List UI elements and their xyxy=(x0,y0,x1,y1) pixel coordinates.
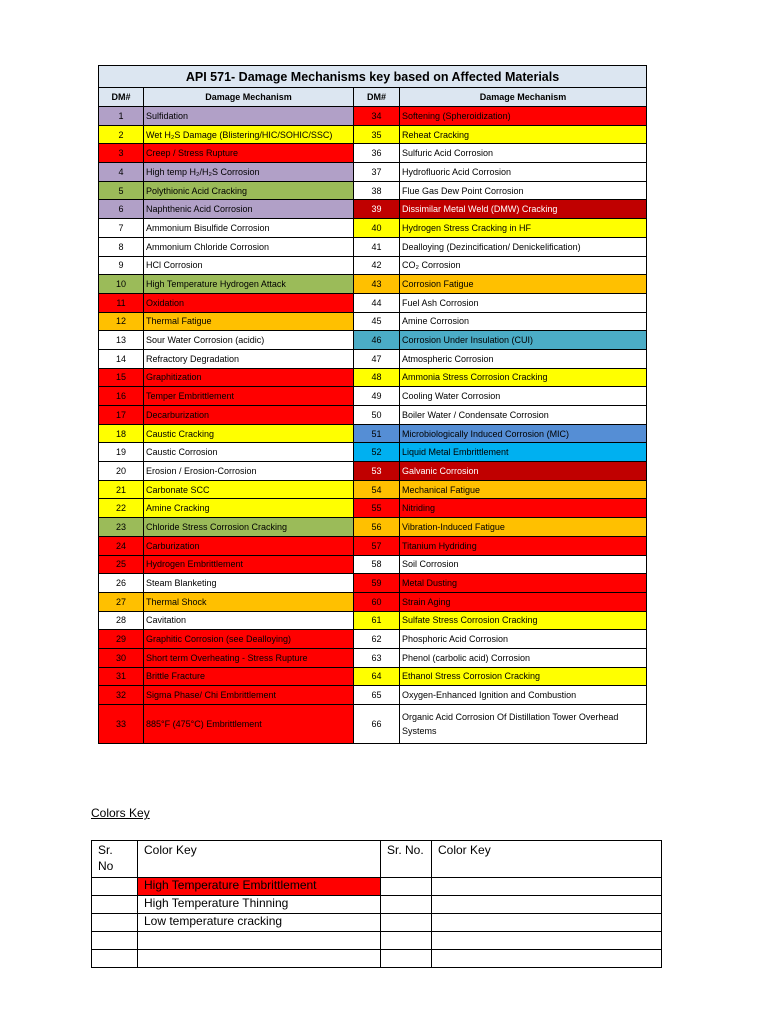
key-row xyxy=(92,950,662,968)
table-row xyxy=(99,200,647,219)
dm-mechanism: Brittle Fracture xyxy=(144,667,354,686)
dm-mechanism: Hydrogen Embrittlement xyxy=(144,555,354,574)
dm-mechanism: Softening (Spheroidization) xyxy=(400,107,647,126)
table-row xyxy=(99,107,647,126)
table-row xyxy=(99,555,647,574)
table-row xyxy=(99,312,647,331)
dm-mechanism: Steam Blanketing xyxy=(144,574,354,593)
key-cell xyxy=(432,914,662,932)
table-row xyxy=(99,237,647,256)
dm-mechanism: Flue Gas Dew Point Corrosion xyxy=(400,181,647,200)
table-row xyxy=(99,125,647,144)
dm-mechanism: Short term Overheating - Stress Rupture xyxy=(144,648,354,667)
color-key-label: High Temperature Thinning xyxy=(138,896,381,914)
table-row xyxy=(99,499,647,518)
dm-number: 34 xyxy=(354,107,400,126)
dm-mechanism: Refractory Degradation xyxy=(144,349,354,368)
dm-number: 46 xyxy=(354,331,400,350)
key-cell xyxy=(381,896,432,914)
dm-number: 21 xyxy=(99,480,144,499)
dm-mechanism: Polythionic Acid Cracking xyxy=(144,181,354,200)
dm-number: 62 xyxy=(354,630,400,649)
dm-mechanism: Carburization xyxy=(144,536,354,555)
key-cell xyxy=(432,950,662,968)
dm-number: 55 xyxy=(354,499,400,518)
key-header-sr-right: Sr. No. xyxy=(381,841,432,878)
table-row xyxy=(99,592,647,611)
dm-number: 14 xyxy=(99,349,144,368)
dm-number: 18 xyxy=(99,424,144,443)
table-row xyxy=(99,611,647,630)
column-header-dm-right: DM# xyxy=(354,88,400,107)
dm-mechanism: Microbiologically Induced Corrosion (MIC) xyxy=(400,424,647,443)
dm-number: 13 xyxy=(99,331,144,350)
dm-number: 39 xyxy=(354,200,400,219)
key-cell xyxy=(92,896,138,914)
dm-mechanism: Oxygen-Enhanced Ignition and Combustion xyxy=(400,686,647,705)
dm-mechanism: Ammonia Stress Corrosion Cracking xyxy=(400,368,647,387)
dm-number: 24 xyxy=(99,536,144,555)
color-key-label: Low temperature cracking xyxy=(138,914,381,932)
dm-mechanism: Decarburization xyxy=(144,406,354,425)
dm-mechanism: Amine Cracking xyxy=(144,499,354,518)
key-cell xyxy=(432,896,662,914)
dm-mechanism: Sigma Phase/ Chi Embrittlement xyxy=(144,686,354,705)
dm-number: 35 xyxy=(354,125,400,144)
table-row xyxy=(99,293,647,312)
dm-mechanism: Mechanical Fatigue xyxy=(400,480,647,499)
dm-number: 63 xyxy=(354,648,400,667)
dm-mechanism: Thermal Shock xyxy=(144,592,354,611)
dm-number: 42 xyxy=(354,256,400,275)
dm-mechanism: Reheat Cracking xyxy=(400,125,647,144)
dm-mechanism: Sulfate Stress Corrosion Cracking xyxy=(400,611,647,630)
dm-mechanism: Boiler Water / Condensate Corrosion xyxy=(400,406,647,425)
dm-mechanism: Carbonate SCC xyxy=(144,480,354,499)
key-cell xyxy=(92,950,138,968)
key-cell xyxy=(381,878,432,896)
dm-number: 53 xyxy=(354,462,400,481)
dm-mechanism: Galvanic Corrosion xyxy=(400,462,647,481)
key-cell xyxy=(92,914,138,932)
dm-mechanism: Ammonium Bisulfide Corrosion xyxy=(144,219,354,238)
dm-mechanism: Cooling Water Corrosion xyxy=(400,387,647,406)
dm-mechanism: Metal Dusting xyxy=(400,574,647,593)
dm-mechanism: Dealloying (Dezincification/ Denickelification) xyxy=(400,237,647,256)
colors-key-table xyxy=(91,840,662,968)
dm-number: 30 xyxy=(99,648,144,667)
dm-mechanism: Soil Corrosion xyxy=(400,555,647,574)
table-row xyxy=(99,518,647,537)
dm-mechanism: Dissimilar Metal Weld (DMW) Cracking xyxy=(400,200,647,219)
key-cell xyxy=(92,932,138,950)
colors-key-title: Colors Key xyxy=(91,806,150,820)
table-row xyxy=(99,349,647,368)
column-header-dm: DM# xyxy=(99,88,144,107)
dm-number: 23 xyxy=(99,518,144,537)
dm-number: 31 xyxy=(99,667,144,686)
dm-number: 25 xyxy=(99,555,144,574)
dm-number: 32 xyxy=(99,686,144,705)
dm-number: 3 xyxy=(99,144,144,163)
dm-mechanism: HCl Corrosion xyxy=(144,256,354,275)
table-title: API 571- Damage Mechanisms key based on Affected Materials xyxy=(99,66,647,88)
colors-key-body xyxy=(92,878,662,968)
dm-number: 41 xyxy=(354,237,400,256)
dm-number: 6 xyxy=(99,200,144,219)
table-row xyxy=(99,462,647,481)
dm-mechanism: Sulfuric Acid Corrosion xyxy=(400,144,647,163)
dm-number: 4 xyxy=(99,163,144,182)
dm-mechanism: Fuel Ash Corrosion xyxy=(400,293,647,312)
dm-number: 5 xyxy=(99,181,144,200)
dm-mechanism: Corrosion Fatigue xyxy=(400,275,647,294)
table-row xyxy=(99,331,647,350)
color-key-label xyxy=(138,932,381,950)
dm-mechanism: Sulfidation xyxy=(144,107,354,126)
dm-number: 11 xyxy=(99,293,144,312)
dm-number: 20 xyxy=(99,462,144,481)
dm-number: 12 xyxy=(99,312,144,331)
dm-number: 48 xyxy=(354,368,400,387)
dm-mechanism: Liquid Metal Embrittlement xyxy=(400,443,647,462)
key-cell xyxy=(92,878,138,896)
dm-number: 49 xyxy=(354,387,400,406)
dm-number: 51 xyxy=(354,424,400,443)
dm-number: 52 xyxy=(354,443,400,462)
table-row xyxy=(99,536,647,555)
key-cell xyxy=(381,950,432,968)
table-row xyxy=(99,387,647,406)
dm-number: 59 xyxy=(354,574,400,593)
key-cell xyxy=(381,914,432,932)
dm-mechanism: Ethanol Stress Corrosion Cracking xyxy=(400,667,647,686)
dm-number: 17 xyxy=(99,406,144,425)
dm-mechanism: CO₂ Corrosion xyxy=(400,256,647,275)
dm-number: 2 xyxy=(99,125,144,144)
dm-mechanism: High Temperature Hydrogen Attack xyxy=(144,275,354,294)
table-row xyxy=(99,144,647,163)
dm-mechanism: Hydrogen Stress Cracking in HF xyxy=(400,219,647,238)
dm-mechanism: Corrosion Under Insulation (CUI) xyxy=(400,331,647,350)
dm-number: 7 xyxy=(99,219,144,238)
dm-mechanism: Organic Acid Corrosion Of Distillation Tower Overhead Systems xyxy=(400,705,647,744)
key-header-sr: Sr. No xyxy=(92,841,138,878)
dm-number: 36 xyxy=(354,144,400,163)
dm-number: 56 xyxy=(354,518,400,537)
dm-number: 60 xyxy=(354,592,400,611)
dm-mechanism: Creep / Stress Rupture xyxy=(144,144,354,163)
dm-number: 27 xyxy=(99,592,144,611)
dm-mechanism: Cavitation xyxy=(144,611,354,630)
table-body xyxy=(99,107,647,744)
dm-number: 64 xyxy=(354,667,400,686)
column-header-mechanism-right: Damage Mechanism xyxy=(400,88,647,107)
table-row xyxy=(99,574,647,593)
table-row xyxy=(99,630,647,649)
dm-number: 43 xyxy=(354,275,400,294)
dm-number: 47 xyxy=(354,349,400,368)
table-row xyxy=(99,424,647,443)
dm-number: 33 xyxy=(99,705,144,744)
key-cell xyxy=(432,932,662,950)
table-row xyxy=(99,406,647,425)
dm-mechanism: Atmospheric Corrosion xyxy=(400,349,647,368)
dm-mechanism: Temper Embrittlement xyxy=(144,387,354,406)
dm-number: 1 xyxy=(99,107,144,126)
table-row xyxy=(99,443,647,462)
dm-number: 50 xyxy=(354,406,400,425)
dm-number: 26 xyxy=(99,574,144,593)
key-row xyxy=(92,878,662,896)
key-row xyxy=(92,896,662,914)
dm-mechanism: Wet H₂S Damage (Blistering/HIC/SOHIC/SSC) xyxy=(144,125,354,144)
dm-mechanism: Phenol (carbolic acid) Corrosion xyxy=(400,648,647,667)
key-cell xyxy=(381,932,432,950)
table-row xyxy=(99,368,647,387)
dm-mechanism: Titanium Hydriding xyxy=(400,536,647,555)
table-row xyxy=(99,163,647,182)
table-row xyxy=(99,686,647,705)
dm-number: 65 xyxy=(354,686,400,705)
color-key-label xyxy=(138,950,381,968)
dm-mechanism: Nitriding xyxy=(400,499,647,518)
dm-number: 58 xyxy=(354,555,400,574)
dm-mechanism: Thermal Fatigue xyxy=(144,312,354,331)
dm-mechanism: 885°F (475°C) Embrittlement xyxy=(144,705,354,744)
dm-number: 54 xyxy=(354,480,400,499)
dm-number: 22 xyxy=(99,499,144,518)
dm-mechanism: Caustic Cracking xyxy=(144,424,354,443)
dm-number: 15 xyxy=(99,368,144,387)
key-row xyxy=(92,932,662,950)
dm-mechanism: Amine Corrosion xyxy=(400,312,647,331)
dm-number: 9 xyxy=(99,256,144,275)
dm-mechanism: Sour Water Corrosion (acidic) xyxy=(144,331,354,350)
dm-mechanism: Caustic Corrosion xyxy=(144,443,354,462)
key-header-color-key-right: Color Key xyxy=(432,841,662,878)
table-row xyxy=(99,275,647,294)
damage-mechanisms-table xyxy=(98,65,647,744)
dm-mechanism: Ammonium Chloride Corrosion xyxy=(144,237,354,256)
dm-number: 16 xyxy=(99,387,144,406)
dm-number: 28 xyxy=(99,611,144,630)
table-row xyxy=(99,667,647,686)
dm-number: 44 xyxy=(354,293,400,312)
key-row xyxy=(92,914,662,932)
table-row xyxy=(99,705,647,744)
dm-number: 40 xyxy=(354,219,400,238)
dm-number: 57 xyxy=(354,536,400,555)
dm-mechanism: Graphitization xyxy=(144,368,354,387)
dm-mechanism: Phosphoric Acid Corrosion xyxy=(400,630,647,649)
dm-mechanism: Oxidation xyxy=(144,293,354,312)
dm-mechanism: Erosion / Erosion-Corrosion xyxy=(144,462,354,481)
table-row xyxy=(99,181,647,200)
color-key-label: High Temperature Embrittlement xyxy=(138,878,381,896)
key-cell xyxy=(432,878,662,896)
table-row xyxy=(99,219,647,238)
dm-number: 61 xyxy=(354,611,400,630)
table-row xyxy=(99,256,647,275)
dm-number: 19 xyxy=(99,443,144,462)
dm-number: 8 xyxy=(99,237,144,256)
dm-number: 29 xyxy=(99,630,144,649)
dm-number: 37 xyxy=(354,163,400,182)
dm-mechanism: High temp H₂/H₂S Corrosion xyxy=(144,163,354,182)
dm-mechanism: Naphthenic Acid Corrosion xyxy=(144,200,354,219)
dm-number: 45 xyxy=(354,312,400,331)
table-row xyxy=(99,480,647,499)
dm-mechanism: Strain Aging xyxy=(400,592,647,611)
dm-mechanism: Vibration-Induced Fatigue xyxy=(400,518,647,537)
dm-number: 10 xyxy=(99,275,144,294)
dm-mechanism: Hydrofluoric Acid Corrosion xyxy=(400,163,647,182)
table-row xyxy=(99,648,647,667)
dm-mechanism: Graphitic Corrosion (see Dealloying) xyxy=(144,630,354,649)
dm-number: 66 xyxy=(354,705,400,744)
key-header-color-key: Color Key xyxy=(138,841,381,878)
column-header-mechanism: Damage Mechanism xyxy=(144,88,354,107)
dm-mechanism: Chloride Stress Corrosion Cracking xyxy=(144,518,354,537)
dm-number: 38 xyxy=(354,181,400,200)
